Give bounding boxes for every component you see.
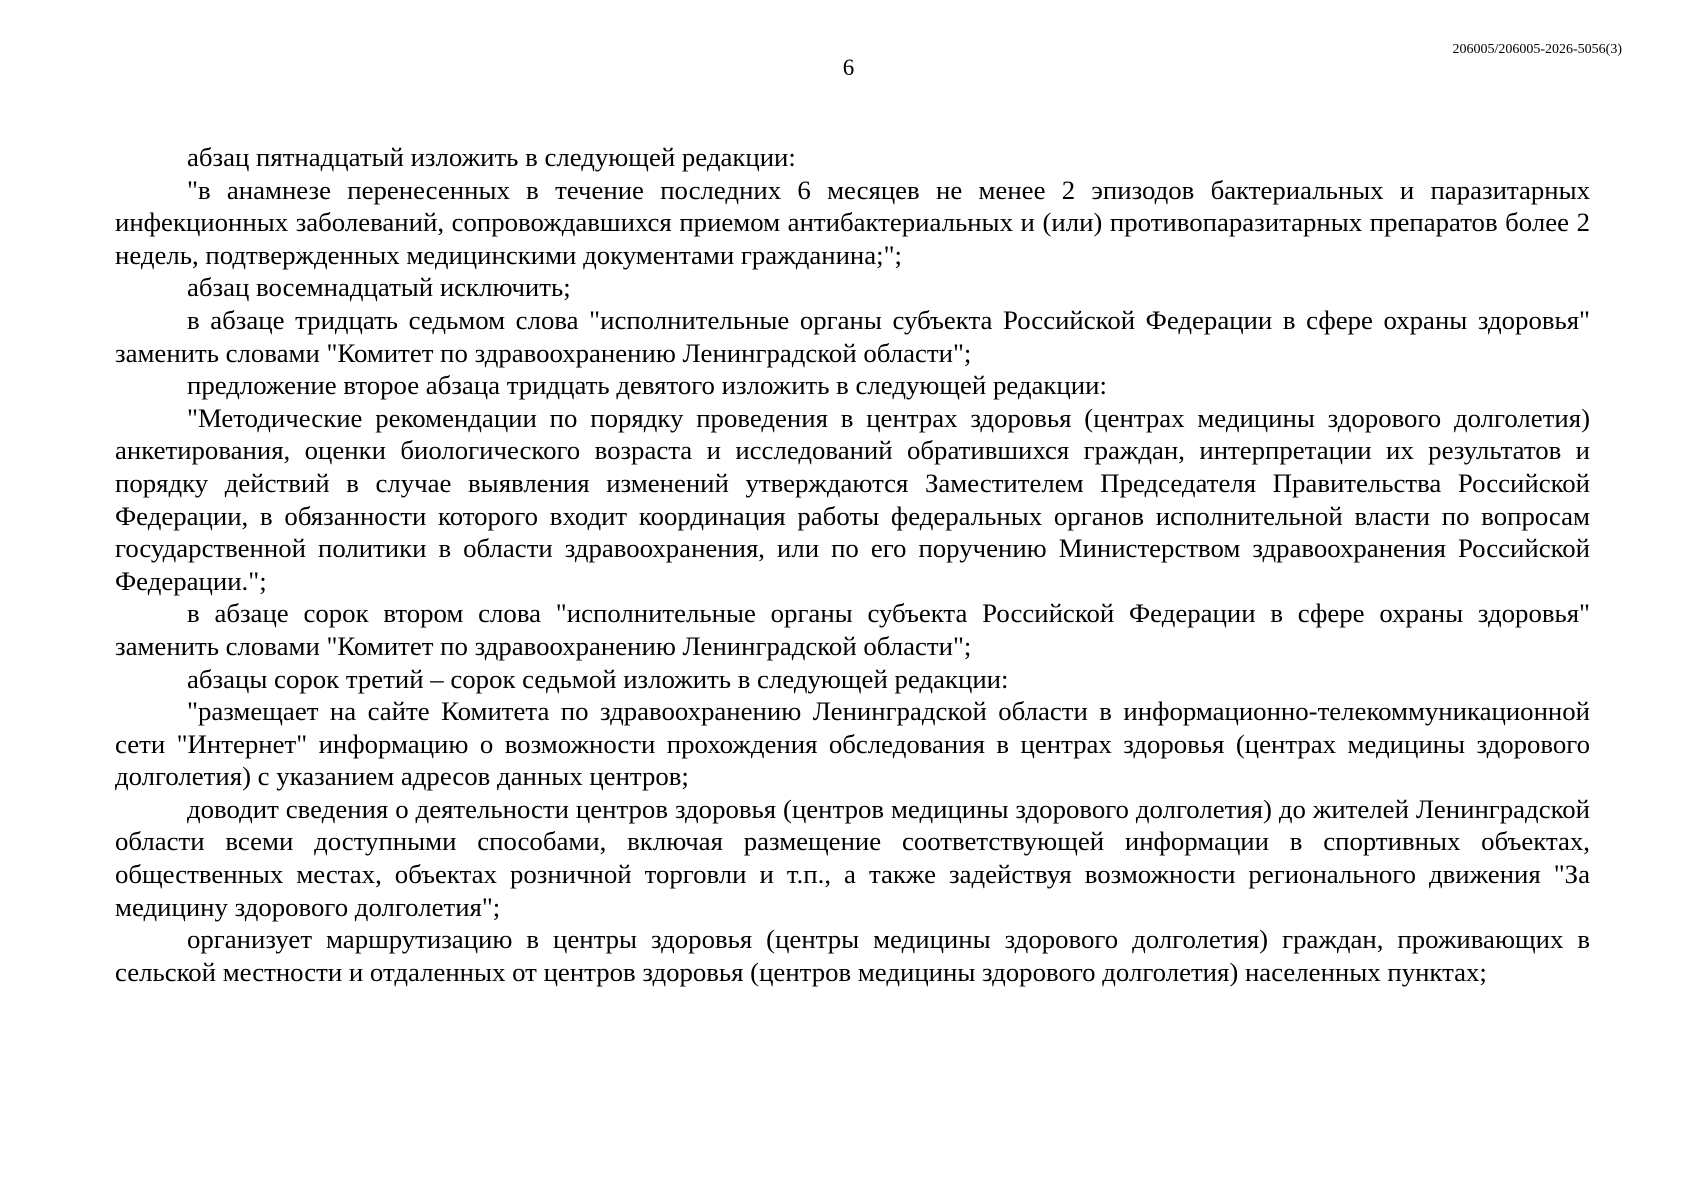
page-number: 6	[842, 55, 855, 80]
paragraph: абзацы сорок третий – сорок седьмой изложить в следующей редакции:	[187, 663, 1009, 694]
paragraph: в абзаце сорок втором слова "исполнительные органы субъекта Российской Федерации в сфере охраны здоровья" заменить словами "Комитет по здравоохранению Ленинградской области";	[115, 598, 1590, 661]
paragraph: доводит сведения о деятельности центров здоровья (центров медицины здорового долголетия) до жителей Ленинградской области всеми доступными способами, включая размещение соответствующей информации в спортивных объектах, общественных местах, объектах розничной торговли и т.п., а также задействуя возможности регионального движения "За медицину здорового долголетия";	[115, 793, 1590, 922]
paragraph: "в анамнезе перенесенных в течение последних 6 месяцев не менее 2 эпизодов бактериальных и паразитарных инфекционных заболеваний, сопровождавшихся приемом антибактериальных и (или) противопаразитарных препаратов более 2 недель, подтвержденных медицинскими документами гражданина;";	[115, 174, 1590, 270]
paragraph: абзац восемнадцатый исключить;	[187, 272, 571, 303]
paragraph: в абзаце тридцать седьмом слова "исполнительные органы субъекта Российской Федерации в сфере охраны здоровья" заменить словами "Комитет по здравоохранению Ленинградской области";	[115, 304, 1590, 368]
document-body	[115, 141, 1590, 988]
paragraph: "размещает на сайте Комитета по здравоохранению Ленинградской области в информационно-телекоммуникационной сети "Интернет" информацию о возможности прохождения обследования в центрах здоровья (центрах медицины здорового долголетия) с указанием адресов данных центров;	[115, 696, 1590, 792]
paragraph: "Методические рекомендации по порядку проведения в центрах здоровья (центрах медицины здорового долголетия) анкетирования, оценки биологического возраста и исследований обратившихся граждан, интерпретации их результатов и порядку действий в случае выявления изменений утверждаются Заместителем Председателя Правительства Российской Федерации, в обязанности которого входит координация работы федеральных органов исполнительной власти по вопросам государственной политики в области здравоохранения, или по его поручению Министерством здравоохранения Российской Федерации.";	[115, 402, 1590, 596]
document-code: 206005/206005-2026-5056(3)	[1452, 42, 1622, 57]
paragraph: организует маршрутизацию в центры здоровья (центры медицины здорового долголетия) граждан, проживающих в сельской местности и отдаленных от центров здоровья (центров медицины здорового долголетия) населенных пунктах;	[115, 924, 1590, 987]
paragraph: предложение второе абзаца тридцать девятого изложить в следующей редакции:	[187, 370, 1107, 401]
paragraph: абзац пятнадцатый изложить в следующей редакции:	[187, 142, 796, 172]
